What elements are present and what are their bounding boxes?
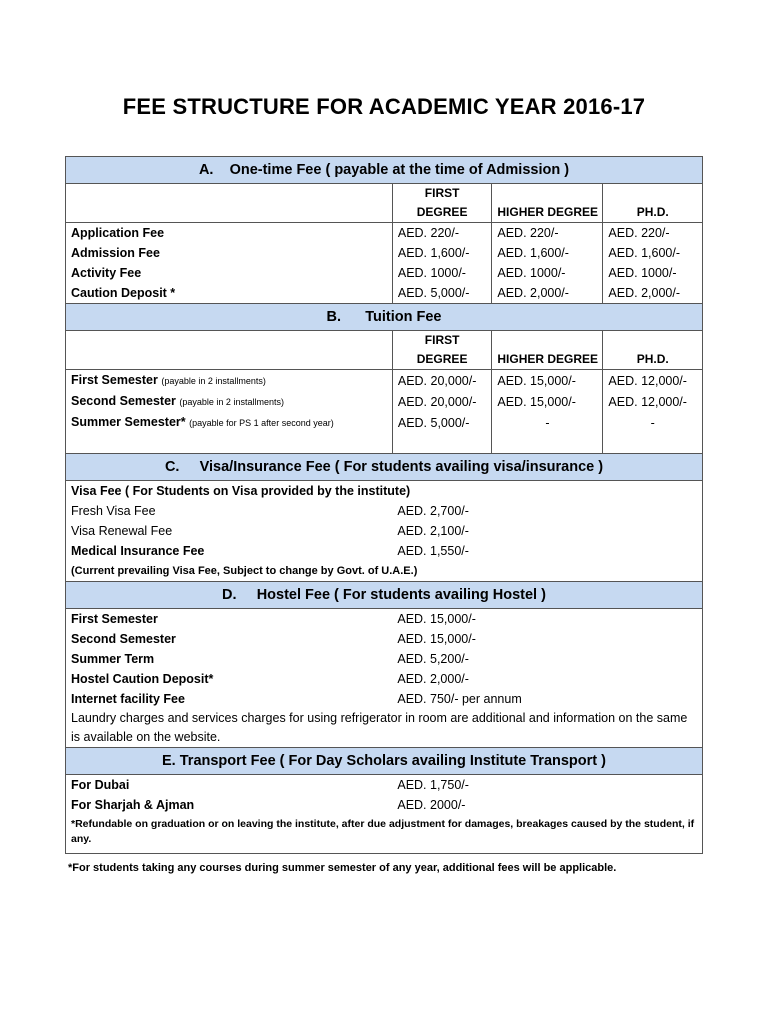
table-row — [66, 391, 703, 412]
first-degree-value: AED. 1000/- — [392, 263, 492, 283]
higher-degree-value: AED. 1000/- — [492, 263, 603, 283]
section-b-header — [66, 304, 703, 331]
row-label: Visa Renewal Fee — [66, 521, 393, 541]
section-d-letter: D. — [222, 587, 237, 603]
row-label: First Semester — [66, 609, 393, 630]
table-row — [66, 629, 703, 649]
row-label: Second Semester — [71, 394, 176, 408]
visa-fee-subheading: Visa Fee ( For Students on Visa provided by the institute) — [66, 481, 703, 502]
higher-degree-value: AED. 15,000/- — [492, 391, 603, 412]
table-row — [66, 609, 703, 630]
first-degree-value: AED. 220/- — [392, 223, 492, 244]
row-value: AED. 15,000/- — [392, 629, 702, 649]
section-a-title: One-time Fee ( payable at the time of Admission ) — [229, 162, 570, 178]
higher-degree-value: AED. 220/- — [492, 223, 603, 244]
phd-value: - — [603, 412, 703, 433]
phd-value: AED. 2,000/- — [603, 283, 703, 304]
row-label: Summer Semester* — [71, 415, 186, 429]
row-value: AED. 1,750/- — [392, 775, 702, 796]
row-note: (payable in 2 installments) — [161, 376, 266, 386]
laundry-note: Laundry charges and services charges for using refrigerator in room are additional and information on the same is available on the website. — [66, 709, 703, 748]
col-first-degree-1: FIRST — [424, 186, 460, 200]
section-a-column-headers — [66, 184, 703, 223]
section-c-letter: C. — [164, 459, 180, 475]
higher-degree-value: - — [492, 412, 603, 433]
col-phd: PH.D. — [603, 184, 703, 223]
row-value: AED. 5,200/- — [392, 649, 702, 669]
higher-degree-value: AED. 15,000/- — [492, 370, 603, 392]
row-note: (payable in 2 installments) — [179, 397, 284, 407]
table-row — [66, 649, 703, 669]
section-a-letter: A. — [198, 162, 214, 178]
first-degree-value: AED. 5,000/- — [392, 283, 492, 304]
section-d-title: Hostel Fee ( For students availing Hostel ) — [256, 587, 546, 603]
first-degree-value: AED. 20,000/- — [392, 391, 492, 412]
row-label: For Dubai — [66, 775, 393, 796]
table-row — [66, 521, 703, 541]
higher-degree-value: AED. 2,000/- — [492, 283, 603, 304]
section-c-note-row — [66, 561, 703, 582]
refund-note: *Refundable on graduation or on leaving the institute, after due adjustment for damages, breakages caused by the student, if any. — [66, 815, 703, 854]
table-row — [66, 283, 703, 304]
phd-value: AED. 12,000/- — [603, 370, 703, 392]
col-higher-degree: HIGHER DEGREE — [492, 331, 603, 370]
footer-note: *For students taking any courses during summer semester of any year, additional fees will be applicable. — [68, 862, 617, 874]
col-first-degree-2: DEGREE — [416, 205, 468, 219]
col-first-degree-1: FIRST — [424, 333, 460, 347]
row-label: Second Semester — [66, 629, 393, 649]
first-degree-value: AED. 20,000/- — [392, 370, 492, 392]
first-degree-value: AED. 5,000/- — [392, 412, 492, 433]
section-d-header — [66, 582, 703, 609]
section-d-note-row — [66, 709, 703, 748]
row-label: First Semester — [71, 373, 158, 387]
row-value: AED. 750/- per annum — [392, 689, 702, 709]
phd-value: AED. 1,600/- — [603, 243, 703, 263]
section-c-header — [66, 454, 703, 481]
table-row — [66, 412, 703, 433]
row-label: Summer Term — [66, 649, 393, 669]
visa-fee-note: (Current prevailing Visa Fee, Subject to change by Govt. of U.A.E.) — [66, 561, 703, 582]
row-value: AED. 2000/- — [392, 795, 702, 815]
page-title: FEE STRUCTURE FOR ACADEMIC YEAR 2016-17 — [122, 94, 646, 119]
section-c-subheading — [66, 481, 703, 502]
row-value: AED. 2,700/- — [392, 501, 702, 521]
section-b-column-headers — [66, 331, 703, 370]
table-row — [66, 243, 703, 263]
row-label: Medical Insurance Fee — [66, 541, 393, 561]
higher-degree-value: AED. 1,600/- — [492, 243, 603, 263]
table-row — [66, 223, 703, 244]
row-value: AED. 2,100/- — [392, 521, 702, 541]
table-row — [66, 669, 703, 689]
spacer-row — [66, 433, 703, 454]
table-row — [66, 263, 703, 283]
row-label: For Sharjah & Ajman — [66, 795, 393, 815]
section-e-title: E. Transport Fee ( For Day Scholars availing Institute Transport ) — [66, 748, 703, 775]
section-c-title: Visa/Insurance Fee ( For students availing visa/insurance ) — [199, 459, 604, 475]
row-label: Activity Fee — [66, 263, 393, 283]
row-label: Fresh Visa Fee — [66, 501, 393, 521]
phd-value: AED. 12,000/- — [603, 391, 703, 412]
row-value: AED. 15,000/- — [392, 609, 702, 630]
table-row — [66, 775, 703, 796]
row-label: Internet facility Fee — [66, 689, 393, 709]
col-higher-degree: HIGHER DEGREE — [492, 184, 603, 223]
section-a-header — [66, 157, 703, 184]
row-note: (payable for PS 1 after second year) — [189, 418, 334, 428]
row-label: Hostel Caution Deposit* — [66, 669, 393, 689]
row-label: Application Fee — [66, 223, 393, 244]
section-b-title: Tuition Fee — [365, 309, 442, 325]
table-row — [66, 795, 703, 815]
row-label: Admission Fee — [66, 243, 393, 263]
first-degree-value: AED. 1,600/- — [392, 243, 492, 263]
table-row — [66, 501, 703, 521]
row-label: Caution Deposit * — [66, 283, 393, 304]
table-row — [66, 689, 703, 709]
col-first-degree-2: DEGREE — [416, 352, 468, 366]
row-value: AED. 2,000/- — [392, 669, 702, 689]
section-e-note-row — [66, 815, 703, 854]
table-row — [66, 541, 703, 561]
phd-value: AED. 1000/- — [603, 263, 703, 283]
fee-table — [65, 156, 703, 854]
table-row — [66, 370, 703, 392]
col-phd: PH.D. — [603, 331, 703, 370]
phd-value: AED. 220/- — [603, 223, 703, 244]
section-e-header — [66, 748, 703, 775]
section-b-letter: B. — [326, 309, 342, 325]
row-value: AED. 1,550/- — [392, 541, 702, 561]
